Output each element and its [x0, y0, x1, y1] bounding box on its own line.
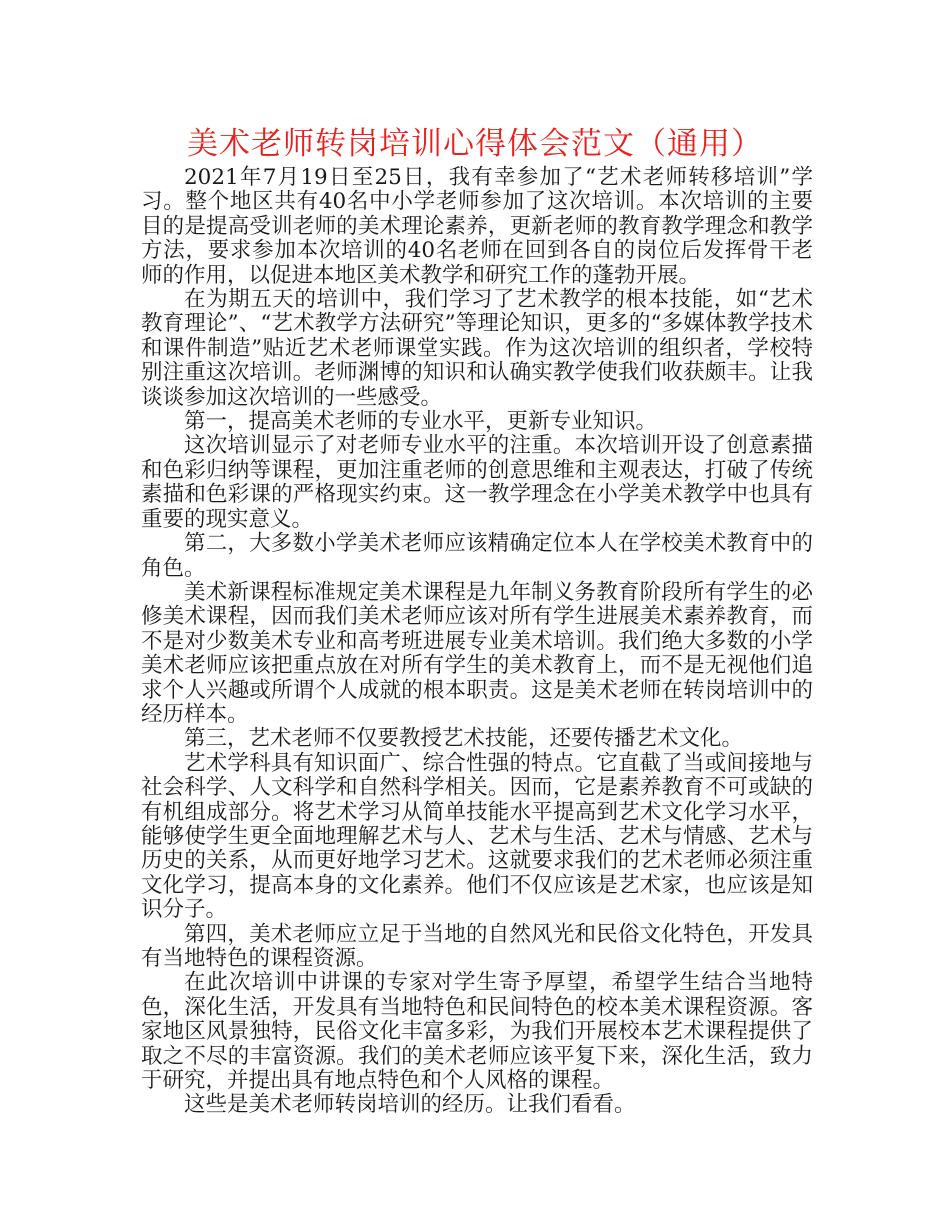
paragraph: 在此次培训中讲课的专家对学生寄予厚望，希望学生结合当地特色，深化生活，开发具有当地特色和民间特色的校本美术课程资源。客家地区风景独特，民俗文化丰富多彩，为我们开展校本艺术课程提供了取之不尽的丰富资源。我们的美术老师应该平复下来，深化生活，致力于研究，并提出具有地点特色和个人风格的课程。 [141, 970, 813, 1094]
paragraph: 2021年7月19日至25日，我有幸参加了“艺术老师转移培训”学习。整个地区共有40名中小学老师参加了这次培训。本次培训的主要目的是提高受训老师的美术理论素养，更新老师的教育教学理念和教学方法，要求参加本次培训的40名老师在回到各自的岗位后发挥骨干老师的作用，以促进本地区美术教学和研究工作的蓬勃开展。 [141, 165, 813, 288]
paragraph: 这次培训显示了对老师专业水平的注重。本次培训开设了创意素描和色彩归纳等课程，更加注重老师的创意思维和主观表达，打破了传统素描和色彩课的严格现实约束。这一教学理念在小学美术教学中也具有重要的现实意义。 [141, 433, 813, 532]
paragraph: 第四，美术老师应立足于当地的自然风光和民俗文化特色，开发具有当地特色的课程资源。 [141, 921, 813, 971]
paragraph: 在为期五天的培训中，我们学习了艺术教学的根本技能，如“艺术教育理论”、“艺术教学方法研究”等理论知识，更多的“多媒体教学技术和课件制造”贴近艺术老师课堂实践。作为这次培训的组织者，学校特别注重这次培训。老师渊博的知识和认确实教学使我们收获颇丰。让我谈谈参加这次培训的一些感受。 [141, 287, 813, 410]
paragraph: 艺术学科具有知识面广、综合性强的特点。它直截了当或间接地与社会科学、人文科学和自然科学相关。因而，它是素养教育不可或缺的有机组成部分。将艺术学习从简单技能水平提高到艺术文化学习水平，能够使学生更全面地理解艺术与人、艺术与生活、艺术与情感、艺术与历史的关系，从而更好地学习艺术。这就要求我们的艺术老师必须注重文化学习，提高本身的文化素养。他们不仅应该是艺术家，也应该是知识分子。 [141, 750, 813, 923]
paragraph: 第一，提高美术老师的专业水平，更新专业知识。 [184, 409, 658, 435]
paragraph: 第三，艺术老师不仅要教授艺术技能，还要传播艺术文化。 [184, 726, 744, 752]
document-title: 美术老师转岗培训心得体会范文（通用） [187, 126, 763, 162]
paragraph: 这些是美术老师转岗培训的经历。让我们看看。 [184, 1092, 636, 1118]
document-body [141, 166, 813, 1118]
paragraph: 第二，大多数小学美术老师应该精确定位本人在学校美术教育中的角色。 [141, 531, 813, 581]
paragraph: 美术新课程标准规定美术课程是九年制义务教育阶段所有学生的必修美术课程，因而我们美术老师应该对所有学生进展美术素养教育，而不是对少数美术专业和高考班进展专业美术培训。我们绝大多数的小学美术老师应该把重点放在对所有学生的美术教育上，而不是无视他们追求个人兴趣或所谓个人成就的根本职责。这是美术老师在转岗培训中的经历样本。 [141, 579, 813, 727]
